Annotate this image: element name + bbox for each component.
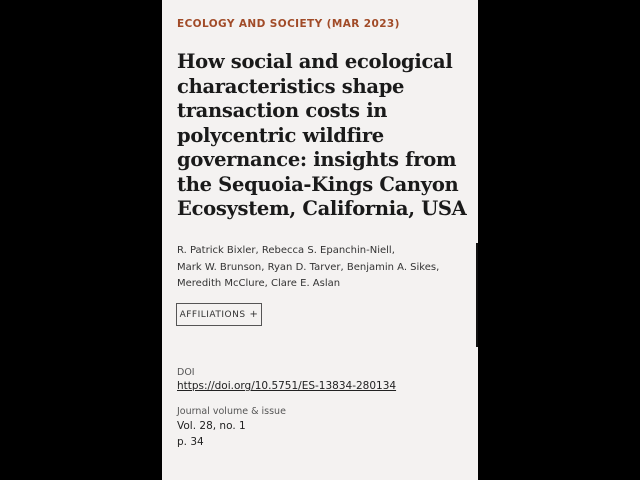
plus-icon: + xyxy=(249,308,259,320)
volume-value: Vol. 28, no. 1 xyxy=(177,420,246,432)
article-panel xyxy=(162,0,478,480)
affiliations-button[interactable] xyxy=(176,303,262,326)
volume-issue-label: Journal volume & issue xyxy=(177,406,286,417)
author-line: Mark W. Brunson, Ryan D. Tarver, Benjamin A. Sikes, xyxy=(177,261,440,273)
affiliations-label: AFFILIATIONS xyxy=(179,309,246,320)
article-title: How social and ecological characteristics shape transaction costs in polycentric wildfire governance: insights from the Sequoia-Kings Canyon Ecosystem, California, USA xyxy=(177,50,467,220)
doi-link[interactable]: https://doi.org/10.5751/ES-13834-280134 xyxy=(177,380,397,392)
pages-value: p. 34 xyxy=(177,436,204,448)
doi-label: DOI xyxy=(177,367,195,378)
author-line: R. Patrick Bixler, Rebecca S. Epanchin-Niell, xyxy=(177,245,395,256)
journal-name[interactable]: ECOLOGY AND SOCIETY (MAR 2023) xyxy=(177,18,400,30)
author-line: Meredith McClure, Clare E. Aslan xyxy=(177,278,341,289)
author-list xyxy=(177,243,467,293)
panel-edge-divider xyxy=(476,243,478,347)
